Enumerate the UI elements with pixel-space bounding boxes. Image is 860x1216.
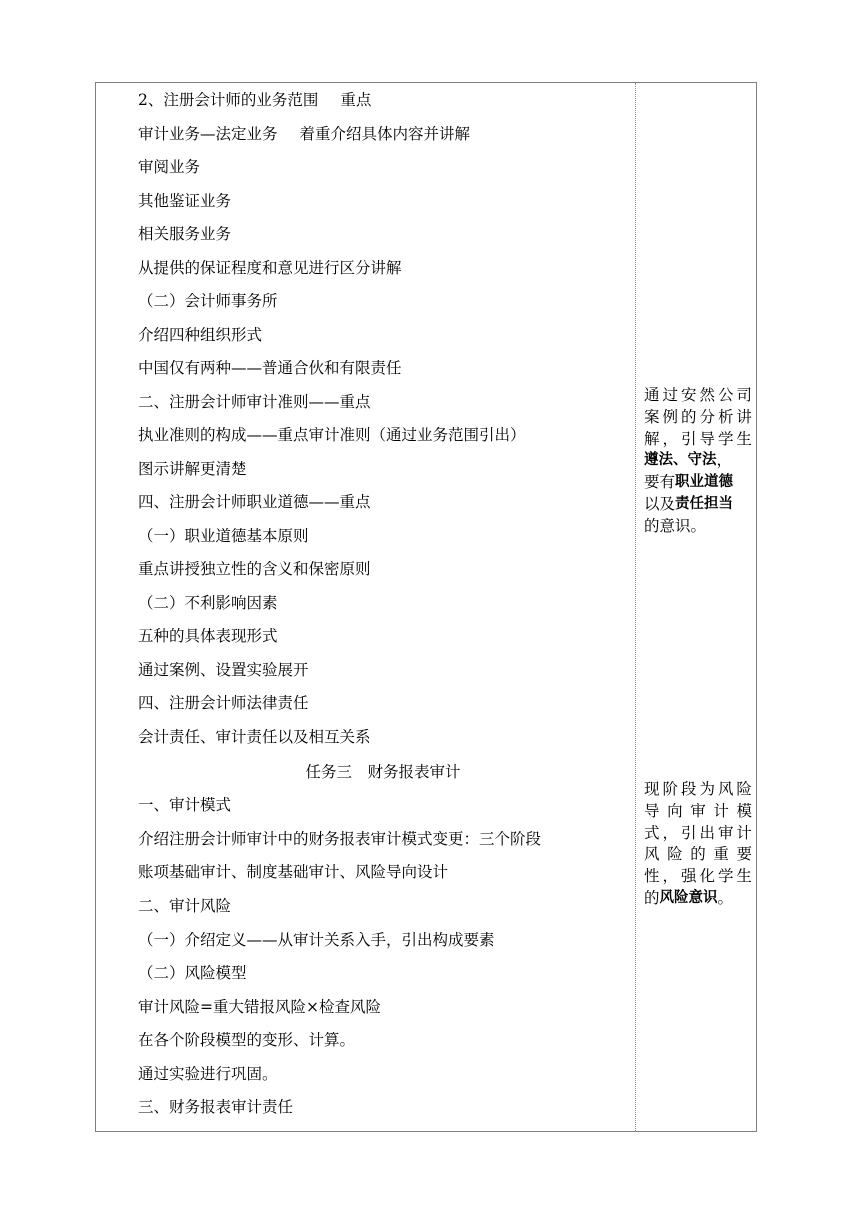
lesson-plan-table xyxy=(95,82,757,1132)
side-note-line xyxy=(644,450,752,472)
emphasis-text: 遵法、守法 xyxy=(644,452,717,469)
content-line xyxy=(138,1030,355,1050)
content-text: （一）介绍定义——从审计关系入手，引出构成要素 xyxy=(138,931,495,949)
side-note-line: 式 ， 引 出 审 计 xyxy=(644,823,752,842)
content-line xyxy=(138,626,278,646)
content-text: 通过案例、设置实验展开 xyxy=(138,661,309,679)
content-text: 审计业务—法定业务 xyxy=(138,125,278,143)
content-text: （二）风险模型 xyxy=(138,964,247,982)
content-text: 账项基础审计、制度基础审计、风险导向设计 xyxy=(138,863,449,881)
content-text: 在各个阶段模型的变形、计算。 xyxy=(138,1031,356,1049)
content-text: 五种的具体表现形式 xyxy=(138,627,278,645)
content-text: （二）会计师事务所 xyxy=(138,292,278,310)
content-line xyxy=(138,124,470,144)
emphasis-text: 职业道德 xyxy=(675,474,734,491)
content-line xyxy=(138,191,231,211)
content-text-suffix: 重点 xyxy=(340,91,372,109)
content-text: 重点讲授独立性的含义和保密原则 xyxy=(138,560,371,578)
content-text: 介绍四种组织形式 xyxy=(138,326,263,344)
emphasis-text: 责任担当 xyxy=(675,495,734,512)
note-text: 要有 xyxy=(644,473,676,492)
note-text: 。 xyxy=(717,888,734,907)
side-note-line: 通 过 安 然 公 司 xyxy=(644,386,752,404)
note-text: 以及 xyxy=(644,494,676,513)
content-text: 审计风险=重大错报风险×检查风险 xyxy=(138,998,381,1016)
content-line xyxy=(138,1064,278,1084)
content-line xyxy=(138,693,309,713)
content-line xyxy=(138,224,231,244)
content-line xyxy=(138,593,278,613)
side-note-line xyxy=(644,888,752,910)
content-text: 执业准则的构成——重点审计准则（通过业务范围引出） xyxy=(138,426,526,444)
content-line xyxy=(138,795,231,815)
content-text: 审阅业务 xyxy=(138,158,201,176)
side-note-line: 风 险 的 重 要 xyxy=(644,845,752,864)
side-note-line: 现 阶 段 为 风 险 xyxy=(644,780,752,798)
content-text: 中国仅有两种——普通合伙和有限责任 xyxy=(138,359,402,377)
content-text: 二、注册会计师审计准则——重点 xyxy=(138,393,371,411)
content-text: 其他鉴证业务 xyxy=(138,192,232,210)
content-line xyxy=(138,997,381,1017)
content-line xyxy=(138,291,278,311)
side-note-line: 性 ， 强 化 学 生 xyxy=(644,867,752,886)
note-text: ， xyxy=(716,451,733,470)
content-text: 图示讲解更清楚 xyxy=(138,460,247,478)
content-text: 任务三 财务报表审计 xyxy=(305,763,461,781)
side-note xyxy=(644,779,752,910)
content-text: 从提供的保证程度和意见进行区分讲解 xyxy=(138,259,402,277)
emphasis-text: 风险意识 xyxy=(659,889,718,906)
content-text: （二）不利影响因素 xyxy=(138,594,278,612)
content-line xyxy=(138,526,309,546)
content-line xyxy=(138,425,526,445)
content-text: 介绍注册会计师审计中的财务报表审计模式变更：三个阶段 xyxy=(138,830,542,848)
content-line xyxy=(138,492,371,512)
content-text: 相关服务业务 xyxy=(138,225,232,243)
content-line xyxy=(138,358,402,378)
content-text-suffix: 着重介绍具体内容并讲解 xyxy=(299,125,471,143)
side-note-line xyxy=(644,472,752,494)
content-text: （一）职业道德基本原则 xyxy=(138,527,309,545)
content-text: 四、注册会计师职业道德——重点 xyxy=(138,493,371,511)
content-text: 二、审计风险 xyxy=(138,897,232,915)
content-line xyxy=(138,90,371,110)
content-line xyxy=(138,459,247,479)
section-heading xyxy=(138,762,628,782)
content-text: 2、注册会计师的业务范围 xyxy=(138,91,319,109)
content-line xyxy=(138,258,402,278)
content-text: 四、注册会计师法律责任 xyxy=(138,694,309,712)
content-line xyxy=(138,930,495,950)
content-line xyxy=(138,392,371,412)
side-note-line: 案 例 的 分 析 讲 xyxy=(644,407,752,426)
side-note-line: 解 ， 引 导 学 生 xyxy=(644,429,752,448)
note-text: 的 xyxy=(644,888,660,907)
content-line xyxy=(138,559,371,579)
content-text: 会计责任、审计责任以及相互关系 xyxy=(138,728,371,746)
content-line xyxy=(138,727,371,747)
content-text: 三、财务报表审计责任 xyxy=(138,1098,294,1116)
content-line xyxy=(138,1097,293,1117)
content-line xyxy=(138,325,262,345)
content-text: 一、审计模式 xyxy=(138,796,232,814)
note-text: 的意识。 xyxy=(644,516,707,535)
content-line xyxy=(138,829,541,849)
side-note-line: 导 向 审 计 模 xyxy=(644,801,752,820)
content-line xyxy=(138,862,448,882)
content-line xyxy=(138,660,309,680)
content-line xyxy=(138,963,247,983)
content-text: 通过实验进行巩固。 xyxy=(138,1065,278,1083)
content-line xyxy=(138,896,231,916)
side-note-line xyxy=(644,516,752,538)
column-divider xyxy=(635,83,636,1131)
side-note-line xyxy=(644,494,752,516)
side-note xyxy=(644,385,752,538)
content-line xyxy=(138,157,200,177)
